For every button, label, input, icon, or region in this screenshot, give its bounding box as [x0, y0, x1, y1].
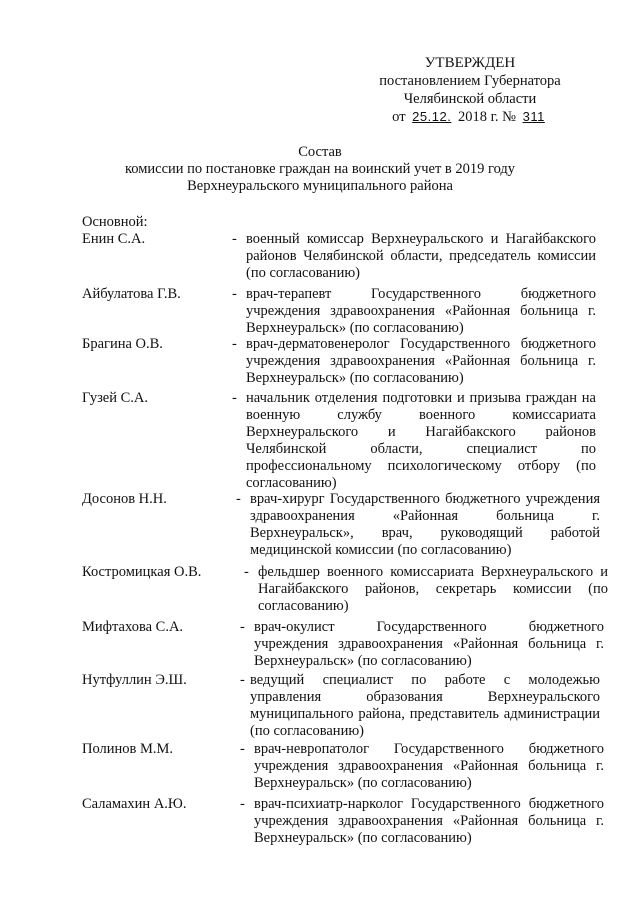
member-dash: - — [232, 336, 237, 352]
approval-line-2: Челябинской области — [403, 91, 537, 107]
member-role: врач-терапевт Государственного бюджетного учреждения здравоохранения «Районная больница г. Верхнеуральск» (по согласованию) — [246, 286, 596, 336]
approval-date-line — [360, 108, 580, 126]
member-dash: - — [232, 286, 237, 302]
member-name: Енин С.А. — [82, 231, 146, 247]
approval-number: 311 — [522, 109, 545, 124]
approval-prefix: от — [392, 109, 406, 125]
member-dash: - — [236, 491, 241, 507]
member-name: Досонов Н.Н. — [82, 491, 167, 507]
member-dash: - — [244, 564, 249, 580]
member-role: врач-окулист Государственного бюджетного учреждения здравоохранения «Районная больница г. Верхнеуральск» (по согласованию) — [254, 619, 604, 669]
approval-line-1: постановлением Губернатора — [379, 73, 561, 89]
member-name: Костромицкая О.В. — [82, 564, 202, 580]
member-role: врач-хирург Государственного бюджетного учреждения здравоохранения «Районная больница г. Верхнеуральск», врач, руководящий работой медицинской комиссии (по согласованию) — [250, 491, 600, 558]
member-role: ведущий специалист по работе с молодежью управления образования Верхнеуральского муниципального района, представитель администрации (по согласованию) — [250, 672, 600, 739]
member-dash: - — [240, 619, 245, 635]
title-line-3: Верхнеуральского муниципального района — [187, 178, 453, 194]
member-role: врач-невропатолог Государственного бюджетного учреждения здравоохранения «Районная больница г. Верхнеуральск» (по согласованию) — [254, 741, 604, 791]
member-role: врач-психиатр-нарколог Государственного бюджетного учреждения здравоохранения «Районная больница г. Верхнеуральск» (по согласованию) — [254, 796, 604, 846]
member-dash: - — [232, 231, 237, 247]
member-name: Брагина О.В. — [82, 336, 163, 352]
document-title — [0, 144, 640, 195]
member-role: военный комиссар Верхнеуральского и Нагайбакского районов Челябинской области, председатель комиссии (по согласованию) — [246, 231, 596, 281]
member-role: врач-дерматовенеролог Государственного бюджетного учреждения здравоохранения «Районная больница г. Верхнеуральск» (по согласованию) — [246, 336, 596, 386]
member-name: Гузей С.А. — [82, 390, 149, 406]
approval-block — [360, 54, 580, 126]
title-line-2: комиссии по постановке граждан на воинский учет в 2019 году — [124, 161, 516, 177]
member-name: Нутфуллин Э.Ш. — [82, 672, 187, 688]
title-line-1: Состав — [298, 144, 342, 160]
member-role: фельдшер военного комиссариата Верхнеуральского и Нагайбакского районов, секретарь комиссии (по согласованию) — [258, 564, 608, 614]
member-name: Мифтахова С.А. — [82, 619, 184, 635]
approval-date: 25.12. — [412, 109, 452, 124]
member-name: Полинов М.М. — [82, 741, 174, 757]
member-dash: - — [240, 672, 245, 688]
member-role: начальник отделения подготовки и призыва граждан на военную службу военного комиссариата Верхнеуральского и Нагайбакского районов Челябинской области, специалист по профессиональному психологическому отбору (по согласованию) — [246, 390, 596, 491]
section-label: Основной: — [82, 214, 148, 230]
member-name: Саламахин А.Ю. — [82, 796, 187, 812]
member-dash: - — [232, 390, 237, 406]
member-dash: - — [240, 741, 245, 757]
approval-heading: УТВЕРЖДЕН — [424, 55, 516, 71]
approval-year: 2018 г. № — [457, 109, 516, 125]
member-dash: - — [240, 796, 245, 812]
member-name: Айбулатова Г.В. — [82, 286, 181, 302]
